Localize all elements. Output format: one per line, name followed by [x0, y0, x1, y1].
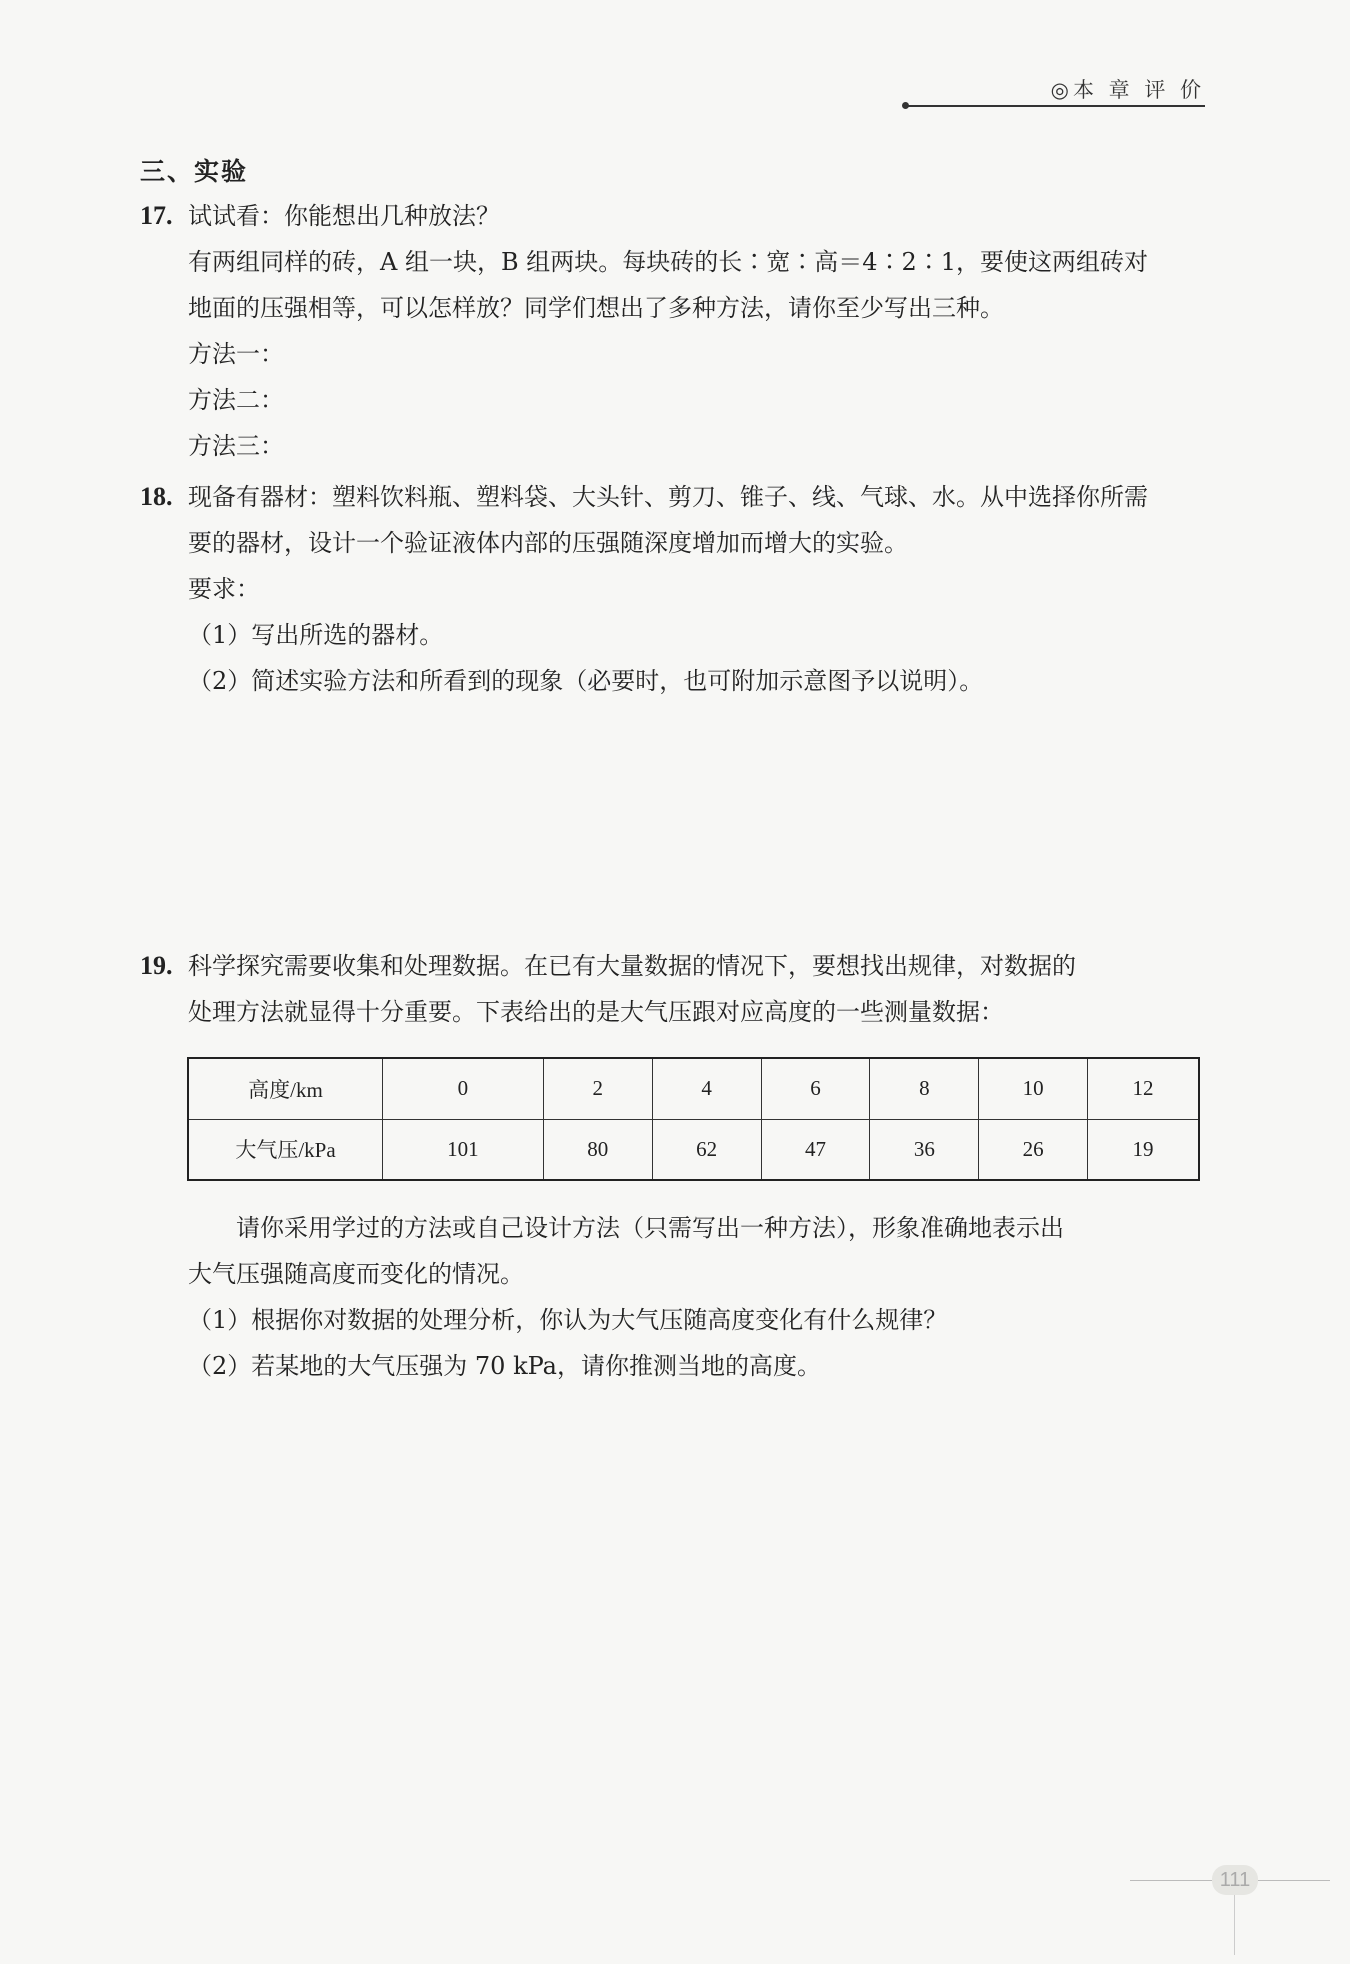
question-17: [140, 193, 1205, 469]
sub-question: （2）简述实验方法和所看到的现象（必要时，也可附加示意图予以说明）。: [188, 667, 984, 695]
table-cell: 2: [543, 1058, 652, 1119]
table-row: [188, 1058, 1199, 1119]
answer-label-method-2: 方法二：: [188, 386, 284, 414]
question-19-continued: [140, 1205, 1205, 1389]
question-text-line: 科学探究需要收集和处理数据。在已有大量数据的情况下，要想找出规律，对数据的: [188, 952, 1076, 980]
page-number: 111: [1212, 1865, 1258, 1895]
table-cell: 26: [979, 1119, 1088, 1180]
question-prompt: 试试看：你能想出几种放法？: [188, 202, 500, 230]
question-number: 17.: [140, 201, 173, 230]
table-cell: 12: [1088, 1058, 1199, 1119]
requirement-label: 要求：: [188, 575, 260, 603]
sub-question: （1）根据你对数据的处理分析，你认为大气压随高度变化有什么规律？: [188, 1306, 948, 1334]
question-text-line: 要的器材，设计一个验证液体内部的压强随深度增加而增大的实验。: [188, 529, 908, 557]
answer-label-method-3: 方法三：: [188, 432, 284, 460]
question-text-line: 现备有器材：塑料饮料瓶、塑料袋、大头针、剪刀、锥子、线、气球、水。从中选择你所需: [188, 483, 1148, 511]
section-title: 三、实验: [140, 157, 249, 186]
pressure-altitude-table: [187, 1057, 1200, 1181]
question-number: 19.: [140, 951, 173, 980]
table-row-header: 高度/km: [188, 1058, 383, 1119]
sub-question: （2）若某地的大气压强为 70 kPa，请你推测当地的高度。: [188, 1352, 821, 1380]
table-cell: 101: [383, 1119, 544, 1180]
question-number: 18.: [140, 482, 173, 511]
table-cell: 4: [652, 1058, 761, 1119]
question-text-line: 地面的压强相等，可以怎样放？同学们想出了多种方法，请你至少写出三种。: [188, 294, 1004, 322]
table-cell: 36: [870, 1119, 979, 1180]
paragraph-line: 大气压强随高度而变化的情况。: [188, 1260, 524, 1288]
table-cell: 6: [761, 1058, 870, 1119]
table-cell: 0: [383, 1058, 544, 1119]
table-cell: 8: [870, 1058, 979, 1119]
paragraph-line: 请你采用学过的方法或自己设计方法（只需写出一种方法），形象准确地表示出: [236, 1214, 1064, 1242]
table-cell: 62: [652, 1119, 761, 1180]
table-row: [188, 1119, 1199, 1180]
question-text-line: 有两组同样的砖，A 组一块，B 组两块。每块砖的长∶宽∶高＝4∶2∶1，要使这两组砖对: [188, 248, 1149, 276]
footer-tick: [1234, 1895, 1235, 1955]
table-cell: 47: [761, 1119, 870, 1180]
question-text-line: 处理方法就显得十分重要。下表给出的是大气压跟对应高度的一些测量数据：: [188, 998, 1004, 1026]
table-cell: 80: [543, 1119, 652, 1180]
question-18: [140, 474, 1205, 704]
table-row-header: 大气压/kPa: [188, 1119, 383, 1180]
header-rule: [905, 105, 1205, 107]
table-cell: 10: [979, 1058, 1088, 1119]
chapter-review-mark: ◎本 章 评 价: [1050, 78, 1205, 102]
question-19: [140, 943, 1205, 1035]
sub-question: （1）写出所选的器材。: [188, 621, 444, 649]
answer-label-method-1: 方法一：: [188, 340, 284, 368]
table-cell: 19: [1088, 1119, 1199, 1180]
